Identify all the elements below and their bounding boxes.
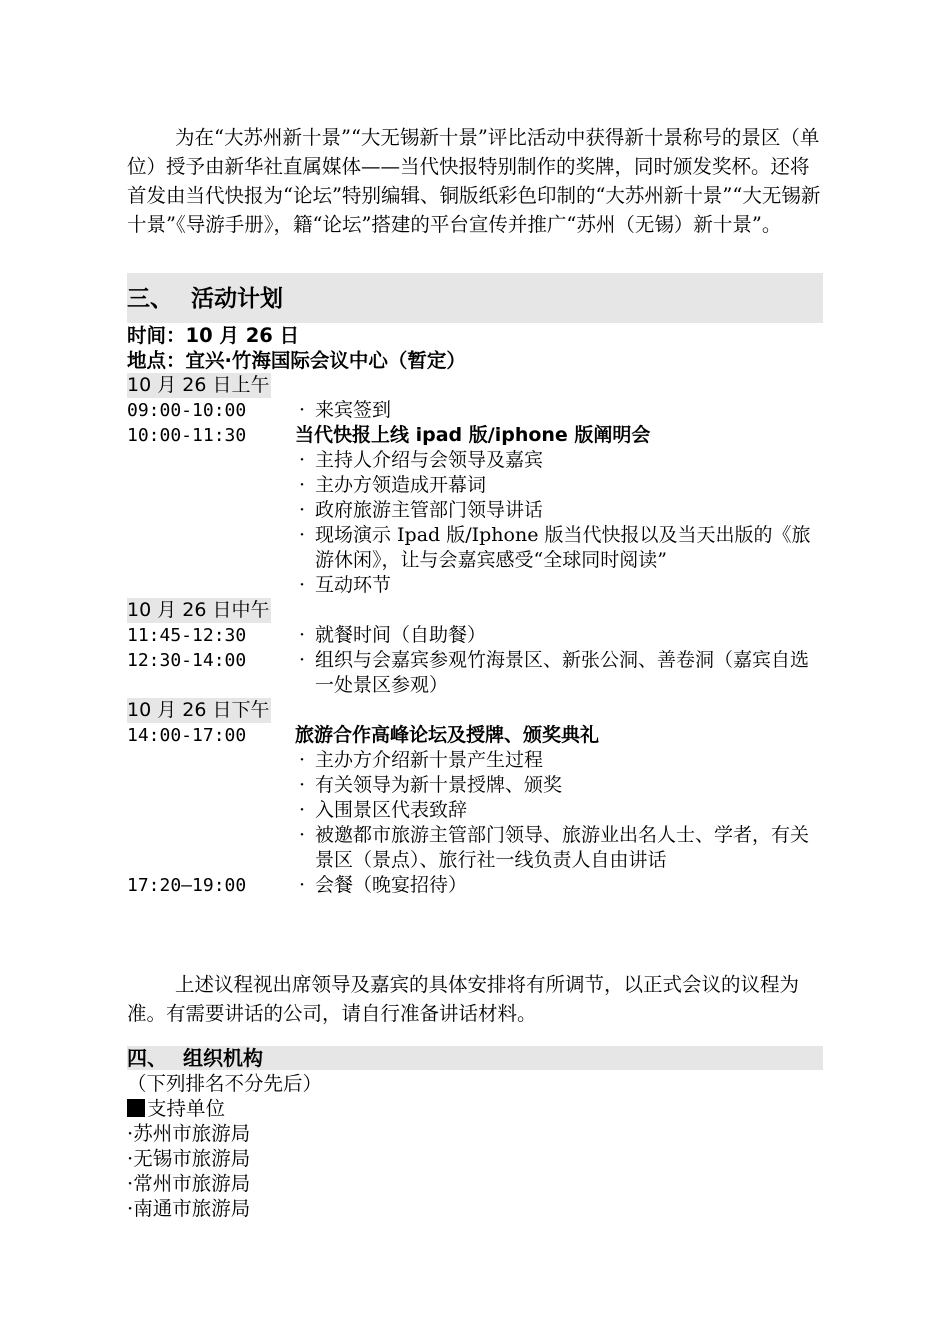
session-label: 10 月 26 日下午 bbox=[127, 699, 270, 721]
agenda-item bbox=[295, 873, 827, 898]
square-bullet-icon bbox=[127, 1099, 145, 1117]
schedule-content bbox=[295, 623, 827, 648]
intro-section bbox=[127, 123, 827, 239]
agenda-item-text: 入围景区代表致辞 bbox=[315, 799, 468, 821]
agenda-item bbox=[295, 473, 827, 498]
schedule-content bbox=[295, 723, 827, 873]
session-label-row bbox=[127, 373, 827, 398]
session-label: 10 月 26 日上午 bbox=[127, 374, 270, 396]
agenda-item-text: 来宾签到 bbox=[315, 399, 392, 421]
agenda-note-text: 上述议程视出席领导及嘉宾的具体安排将有所调节，以正式会议的议程为准。有需要讲话的公司，请自行准备讲话材料。 bbox=[127, 973, 800, 1025]
agenda-item-text: 政府旅游主管部门领导讲话 bbox=[315, 499, 544, 521]
section-heading-organization bbox=[127, 1046, 823, 1070]
schedule-time: 09:00-10:00 bbox=[127, 400, 247, 421]
bullet-dot-icon: · bbox=[127, 1197, 134, 1220]
support-unit-name: 无锡市旅游局 bbox=[133, 1147, 251, 1170]
schedule-row bbox=[127, 398, 827, 423]
bullet-dot-icon: · bbox=[127, 1122, 134, 1145]
support-unit-item bbox=[127, 1146, 827, 1171]
event-title: 当代快报上线 ipad 版/iphone 版阐明会 bbox=[295, 424, 651, 446]
support-unit-list bbox=[127, 1121, 827, 1221]
agenda-item bbox=[295, 748, 827, 773]
bullet-dot-icon: · bbox=[127, 1147, 134, 1170]
agenda-item-text: 主办方介绍新十景产生过程 bbox=[315, 749, 544, 771]
agenda-item-text: 现场演示 Ipad 版/Iphone 版当代快报以及当天出版的《旅游休闲》，让与会嘉宾感受“全球同时阅读” bbox=[315, 524, 811, 571]
agenda-item bbox=[295, 398, 827, 423]
ranking-note: （下列排名不分先后） bbox=[127, 1072, 323, 1095]
support-unit-item bbox=[127, 1171, 827, 1196]
agenda-item bbox=[295, 573, 827, 598]
support-unit-item bbox=[127, 1196, 827, 1221]
schedule-time: 10:00-11:30 bbox=[127, 425, 247, 446]
schedule-row bbox=[127, 723, 827, 873]
agenda-item bbox=[295, 448, 827, 473]
schedule bbox=[127, 373, 827, 898]
agenda-item-text: 互动环节 bbox=[315, 574, 392, 596]
bullet-dot-icon: · bbox=[299, 499, 306, 521]
schedule-content bbox=[295, 423, 827, 598]
support-unit-name: 南通市旅游局 bbox=[133, 1197, 251, 1220]
schedule-time: 17:20—19:00 bbox=[127, 875, 247, 896]
support-unit-item bbox=[127, 1121, 827, 1146]
agenda-note bbox=[127, 970, 827, 1028]
bullet-dot-icon: · bbox=[299, 774, 306, 796]
section-heading-activity-plan bbox=[127, 273, 823, 323]
schedule-content bbox=[295, 648, 827, 698]
session-label-row bbox=[127, 698, 827, 723]
schedule-row bbox=[127, 648, 827, 698]
agenda-item-text: 就餐时间（自助餐） bbox=[315, 624, 487, 646]
bullet-dot-icon: · bbox=[299, 524, 306, 546]
session-label: 10 月 26 日中午 bbox=[127, 599, 270, 621]
schedule-row bbox=[127, 623, 827, 648]
agenda-item bbox=[295, 623, 827, 648]
organization-section bbox=[127, 1071, 827, 1221]
bullet-dot-icon: · bbox=[299, 449, 306, 471]
section-title: 活动计划 bbox=[191, 286, 283, 312]
section-number: 四、 bbox=[127, 1046, 167, 1070]
agenda-item-text: 被邀都市旅游主管部门领导、旅游业出名人士、学者，有关景区（景点）、旅行社一线负责人自由讲话 bbox=[315, 824, 810, 871]
bullet-dot-icon: · bbox=[299, 749, 306, 771]
event-title: 旅游合作高峰论坛及授牌、颁奖典礼 bbox=[295, 724, 600, 746]
bullet-dot-icon: · bbox=[299, 649, 306, 671]
agenda-item bbox=[295, 823, 827, 873]
agenda-item bbox=[295, 648, 827, 698]
schedule-content bbox=[295, 873, 827, 898]
support-unit-name: 常州市旅游局 bbox=[133, 1172, 251, 1195]
agenda-item bbox=[295, 798, 827, 823]
schedule-row bbox=[127, 423, 827, 598]
agenda-item-text: 会餐（晚宴招待） bbox=[315, 874, 468, 896]
schedule-time: 14:00-17:00 bbox=[127, 725, 247, 746]
agenda-item bbox=[295, 523, 827, 573]
intro-paragraph: 为在“大苏州新十景”“大无锡新十景”评比活动中获得新十景称号的景区（单位）授予由新华社直属媒体——当代快报特别制作的奖牌，同时颁发奖杯。还将首发由当代快报为“论坛”特别编辑、铜版纸彩色印制的“大苏州新十景”“大无锡新十景”《导游手册》，籍“论坛”搭建的平台宣传并推广“苏州（无锡）新十景”。 bbox=[127, 126, 821, 236]
schedule-row bbox=[127, 873, 827, 898]
bullet-dot-icon: · bbox=[299, 874, 306, 896]
event-time: 时间：10 月 26 日 bbox=[127, 324, 300, 347]
bullet-dot-icon: · bbox=[127, 1172, 134, 1195]
section-number: 三、 bbox=[127, 286, 173, 312]
event-place: 地点：宜兴·竹海国际会议中心（暂定） bbox=[127, 349, 466, 372]
agenda-item-text: 主办方领造成开幕词 bbox=[315, 474, 487, 496]
schedule-content bbox=[295, 398, 827, 423]
bullet-dot-icon: · bbox=[299, 824, 306, 846]
bullet-dot-icon: · bbox=[299, 399, 306, 421]
agenda-item-text: 有关领导为新十景授牌、颁奖 bbox=[315, 774, 563, 796]
bullet-dot-icon: · bbox=[299, 799, 306, 821]
bullet-dot-icon: · bbox=[299, 474, 306, 496]
schedule-time: 11:45-12:30 bbox=[127, 625, 247, 646]
support-unit-name: 苏州市旅游局 bbox=[133, 1122, 251, 1145]
bullet-dot-icon: · bbox=[299, 574, 306, 596]
agenda-item-text: 组织与会嘉宾参观竹海景区、新张公洞、善卷洞（嘉宾自选一处景区参观） bbox=[315, 649, 810, 696]
agenda-item bbox=[295, 773, 827, 798]
schedule-time: 12:30-14:00 bbox=[127, 650, 247, 671]
agenda-item bbox=[295, 498, 827, 523]
support-units-heading bbox=[127, 1096, 827, 1121]
bullet-dot-icon: · bbox=[299, 624, 306, 646]
session-label-row bbox=[127, 598, 827, 623]
support-units-title: 支持单位 bbox=[147, 1097, 226, 1120]
agenda-item-text: 主持人介绍与会领导及嘉宾 bbox=[315, 449, 544, 471]
section-title: 组织机构 bbox=[183, 1046, 263, 1070]
